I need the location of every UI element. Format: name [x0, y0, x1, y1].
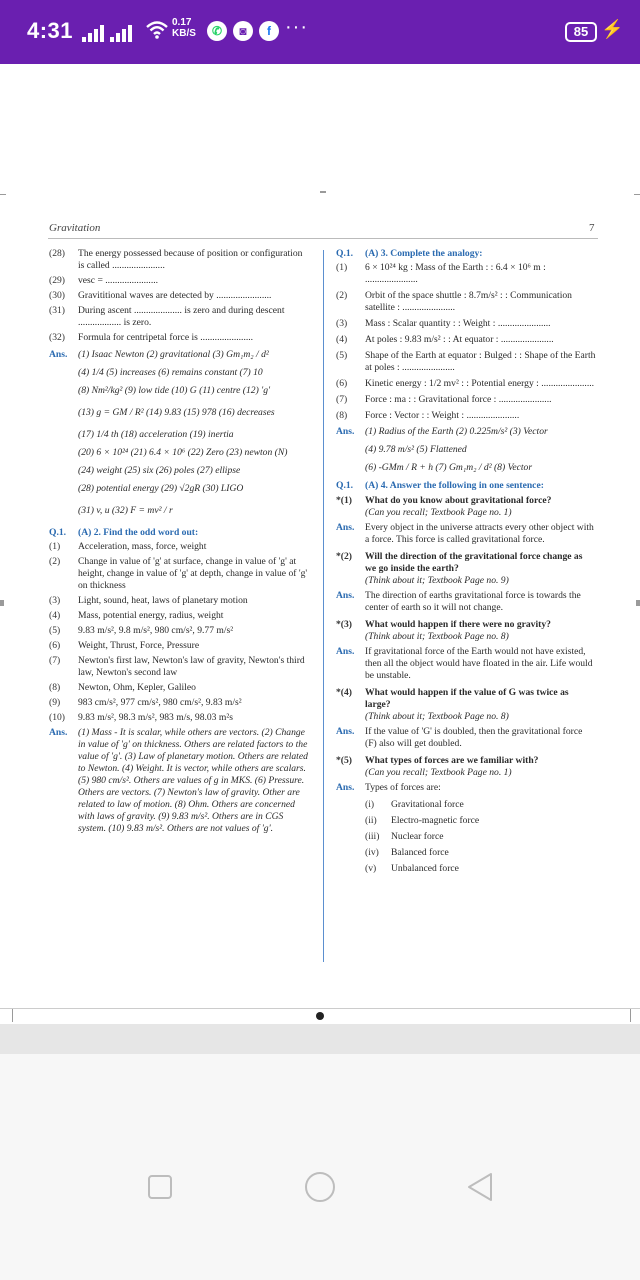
textbook-reference: (Can you recall; Textbook Page no. 1): [365, 767, 512, 778]
fill-blank-item: [49, 275, 311, 287]
item-number: (iv): [365, 847, 379, 858]
answer-line: (1) Isaac Newton (2) gravitational (3) Gm₁m₂ / d²: [78, 349, 269, 360]
qa-question: [336, 687, 596, 723]
item-text: Shape of the Earth at equator : Bulged : : Shape of the Earth at poles : ......................: [365, 350, 596, 373]
odd-word-item: [49, 541, 311, 553]
item-number: (2): [336, 290, 348, 301]
answer-line: (4) 9.78 m/s² (5) Flattened: [365, 444, 467, 455]
odd-word-item: [49, 655, 311, 679]
item-number: (5): [49, 625, 61, 636]
crop-mark: [636, 600, 640, 606]
item-text: Orbit of the space shuttle : 8.7m/s² : : Communication satellite : ......................: [365, 290, 572, 313]
answer-line: (31) v, u (32) F = mv² / r: [78, 505, 173, 516]
answer-label: Ans.: [49, 349, 68, 360]
question-number: *(2): [336, 551, 352, 562]
question-text: [336, 755, 596, 779]
qa-answer: [336, 590, 596, 614]
answer-line: (17) 1/4 th (18) acceleration (19) inertia: [78, 429, 234, 440]
item-text: Change in value of 'g' at surface, change in value of 'g' at height, change in value of 'g' at depth, change in value of 'g' on thickness: [78, 556, 308, 591]
item-text: Kinetic energy : 1/2 mv² : : Potential energy : ......................: [365, 378, 595, 389]
answer-line: (6) -GMm / R + h (7) Gm₁m₂ / d² (8) Vector: [365, 462, 533, 473]
crop-mark: [0, 600, 4, 606]
answer-line: (4) 1/4 (5) increases (6) remains constant (7) 10: [78, 367, 263, 378]
odd-word-item: [49, 682, 311, 694]
item-number: (iii): [365, 831, 380, 842]
triangle-back-icon: [466, 1172, 494, 1202]
chapter-title: Gravitation: [49, 222, 101, 234]
question-bold: Will the direction of the gravitational force change as we go inside the earth?: [365, 551, 583, 574]
item-text: Acceleration, mass, force, weight: [78, 541, 207, 552]
answer-line: (20) 6 × 10²⁴ (21) 6.4 × 10⁶ (22) Zero (23) newton (N): [78, 447, 288, 458]
item-text: Weight, Thrust, Force, Pressure: [78, 640, 200, 651]
analogy-item: [336, 378, 596, 390]
item-text: The energy possessed because of position or configuration is called ......................: [78, 248, 303, 271]
back-button[interactable]: [455, 1162, 505, 1212]
question-bold: What would happen if the value of G was twice as large?: [365, 687, 569, 710]
odd-word-item: [49, 640, 311, 652]
item-text: Nuclear force: [391, 831, 444, 842]
item-text: Force : ma : : Gravitational force : ......................: [365, 394, 552, 405]
answer-text: Every object in the universe attracts every other object with a force. This force is called gravitational force.: [365, 522, 594, 545]
answer-line: (1) Radius of the Earth (2) 0.225m/s² (3) Vector: [365, 426, 548, 437]
question-bold: What would happen if there were no gravity?: [365, 619, 551, 630]
right-column: [336, 248, 596, 879]
odd-word-answer: (1) Mass - It is scalar, while others are vectors. (2) Change in value of 'g' on thickness. Others are related factors to the value of 'g'. (3) Law of planetary motion. Others are related to Newton. (4) Weight. It is vector, while others are scalars. (5) 980 cm/s². Others are values of g in MKS. (6) Pressure. Others are vectors. (7) Newton's law of gravity. Other are related to law of motion. (8) Ohm. Others are concerned with laws of gravity. (9) 9.83 m/s². Others are in CGS system. (10) 9.83 m/s². Others are not values of 'g'.: [78, 727, 308, 834]
answer-label: Ans.: [49, 727, 68, 738]
fill-blank-item: [49, 248, 311, 272]
qa-answer: [336, 646, 596, 682]
signal-icon: [110, 24, 132, 42]
qa-answer: [336, 782, 596, 794]
item-text: 9.83 m/s², 9.8 m/s², 980 cm/s², 9.77 m/s²: [78, 625, 234, 636]
analogy-item: [336, 410, 596, 422]
answer-label: Ans.: [336, 782, 355, 793]
odd-word-item: [49, 697, 311, 709]
signal-icon: [82, 24, 104, 42]
force-type-item: [336, 847, 596, 859]
item-number: (3): [49, 595, 61, 606]
answer-label: Ans.: [336, 646, 355, 657]
qa-question: [336, 495, 596, 519]
answer-text: If the value of 'G' is doubled, then the gravitational force (F) also will get doubled.: [365, 726, 583, 749]
answer-label: Ans.: [336, 590, 355, 601]
item-text: 6 × 10²⁴ kg : Mass of the Earth : : 6.4 × 10⁶ m : ......................: [365, 262, 546, 285]
question-bold: What do you know about gravitational force?: [365, 495, 552, 506]
item-text: Electro-magnetic force: [391, 815, 480, 826]
answer-text: Types of forces are:: [365, 782, 441, 793]
item-number: (8): [336, 410, 348, 421]
crop-mark: [0, 194, 6, 195]
item-number: (31): [49, 305, 65, 316]
item-text: Light, sound, heat, laws of planetary motion: [78, 595, 248, 606]
recent-apps-button[interactable]: [135, 1162, 185, 1212]
item-number: (1): [49, 541, 61, 552]
analogy-item: [336, 334, 596, 346]
textbook-reference: (Think about it; Textbook Page no. 8): [365, 711, 509, 722]
qa-question: [336, 619, 596, 643]
item-text: Unbalanced force: [391, 863, 459, 874]
question-title: (A) 3. Complete the analogy:: [365, 248, 483, 259]
status-clock: 4:31: [27, 18, 74, 43]
fill-blank-item: [49, 332, 311, 344]
item-text: 9.83 m/s², 98.3 m/s², 983 m/s, 98.03 m²s: [78, 712, 233, 723]
item-text: Gravititional waves are detected by .......................: [78, 290, 272, 301]
battery-icon: 85: [565, 22, 597, 42]
odd-word-item: [49, 625, 311, 637]
item-number: (7): [336, 394, 348, 405]
item-number: (4): [49, 610, 61, 621]
item-number: (29): [49, 275, 65, 286]
question-title: (A) 4. Answer the following in one sentence:: [365, 480, 544, 491]
data-speed: 0.17 KB/S: [172, 17, 196, 39]
square-icon: [147, 1174, 173, 1200]
item-number: (6): [49, 640, 61, 651]
qa-question: [336, 755, 596, 779]
textbook-reference: (Can you recall; Textbook Page no. 1): [365, 507, 512, 518]
page-edge: [0, 1008, 640, 1009]
question-label: Q.1.: [336, 480, 354, 491]
item-number: (32): [49, 332, 65, 343]
registration-mark: [316, 1012, 324, 1020]
crop-mark: [630, 1008, 631, 1022]
analogy-item: [336, 318, 596, 330]
answer-text: The direction of earths gravitational force is towards the center of earth so it will not change.: [365, 590, 581, 613]
item-number: (8): [49, 682, 61, 693]
item-text: Newton's first law, Newton's law of gravity, Newton's third law, Newton's second law: [78, 655, 305, 678]
question-heading: [49, 527, 311, 539]
header-rule: [48, 238, 598, 239]
crop-mark: [634, 194, 640, 195]
item-number: (2): [49, 556, 61, 567]
analogy-item: [336, 262, 596, 286]
qa-answer: [336, 522, 596, 546]
charging-icon: ⚡: [601, 19, 624, 39]
odd-word-item: [49, 556, 311, 592]
answer-text: If gravitational force of the Earth would not have existed, then all the object would have floated in the air. Life would be unstable.: [365, 646, 593, 681]
analogy-item: [336, 290, 596, 314]
answer-label: Ans.: [336, 522, 355, 533]
item-text: vesc = ......................: [78, 275, 159, 286]
item-number: (1): [336, 262, 348, 273]
question-title: (A) 2. Find the odd word out:: [78, 527, 199, 538]
question-text: [336, 495, 596, 519]
viewer-bottom-strip: [0, 1024, 640, 1054]
item-text: At poles : 9.83 m/s² : : At equator : ......................: [365, 334, 554, 345]
item-number: (4): [336, 334, 348, 345]
answer-line: (8) Nm²/kg² (9) low tide (10) G (11) centre (12) 'g': [78, 385, 271, 396]
item-number: (9): [49, 697, 61, 708]
item-number: (i): [365, 799, 375, 810]
page-number: 7: [589, 222, 595, 234]
odd-word-item: [49, 610, 311, 622]
item-text: During ascent .................... is zero and during descent .................. is zero.: [78, 305, 285, 328]
item-text: Mass : Scalar quantity : : Weight : ......................: [365, 318, 551, 329]
item-number: (6): [336, 378, 348, 389]
question-text: [336, 551, 596, 587]
item-number: (30): [49, 290, 65, 301]
facebook-icon: f: [259, 21, 279, 41]
question-number: *(1): [336, 495, 352, 506]
item-text: 983 cm/s², 977 cm/s², 980 cm/s², 9.83 m/s²: [78, 697, 242, 708]
question-number: *(5): [336, 755, 352, 766]
answer-block: [49, 727, 311, 835]
item-text: Balanced force: [391, 847, 449, 858]
textbook-reference: (Think about it; Textbook Page no. 9): [365, 575, 509, 586]
analogy-item: [336, 350, 596, 374]
wifi-icon: [146, 20, 168, 45]
force-type-item: [336, 799, 596, 811]
item-text: Gravitational force: [391, 799, 464, 810]
question-text: [336, 687, 596, 723]
question-heading: [336, 248, 596, 260]
whatsapp-icon: ✆: [207, 21, 227, 41]
item-number: (10): [49, 712, 65, 723]
item-number: (3): [336, 318, 348, 329]
item-number: (ii): [365, 815, 377, 826]
crop-mark: [320, 191, 326, 193]
question-bold: What types of forces are we familiar with?: [365, 755, 539, 766]
qa-question: [336, 551, 596, 587]
camera-app-icon: ◙: [233, 21, 253, 41]
qa-answer: [336, 726, 596, 750]
question-number: *(3): [336, 619, 352, 630]
answer-line: (24) weight (25) six (26) poles (27) ellipse: [78, 465, 241, 476]
fill-blank-item: [49, 305, 311, 329]
answer-line: (13) g = GM / R² (14) 9.83 (15) 978 (16) decreases: [78, 407, 275, 418]
odd-word-item: [49, 595, 311, 607]
item-text: Newton, Ohm, Kepler, Galileo: [78, 682, 196, 693]
answer-label: Ans.: [336, 726, 355, 737]
force-type-item: [336, 815, 596, 827]
item-number: (5): [336, 350, 348, 361]
status-bar: [0, 0, 640, 64]
fill-blank-item: [49, 290, 311, 302]
column-divider: [323, 250, 324, 962]
answer-block: [336, 426, 596, 474]
answer-line: (28) potential energy (29) √2gR (30) LIGO: [78, 483, 244, 494]
left-column: [49, 248, 311, 835]
answer-label: Ans.: [336, 426, 355, 437]
item-number: (v): [365, 863, 377, 874]
force-type-item: [336, 863, 596, 875]
home-button[interactable]: [295, 1162, 345, 1212]
question-number: *(4): [336, 687, 352, 698]
item-number: (28): [49, 248, 65, 259]
item-text: Formula for centripetal force is ......................: [78, 332, 254, 343]
item-text: Force : Vector : : Weight : ......................: [365, 410, 520, 421]
odd-word-item: [49, 712, 311, 724]
overflow-icon: ···: [285, 16, 308, 38]
crop-mark: [12, 1008, 13, 1022]
answer-block: [49, 349, 311, 517]
item-text: Mass, potential energy, radius, weight: [78, 610, 224, 621]
question-heading: [336, 480, 596, 492]
item-number: (7): [49, 655, 61, 666]
force-type-item: [336, 831, 596, 843]
question-text: [336, 619, 596, 643]
circle-icon: [304, 1171, 336, 1203]
question-label: Q.1.: [49, 527, 67, 538]
analogy-item: [336, 394, 596, 406]
question-label: Q.1.: [336, 248, 354, 259]
textbook-reference: (Think about it; Textbook Page no. 8): [365, 631, 509, 642]
